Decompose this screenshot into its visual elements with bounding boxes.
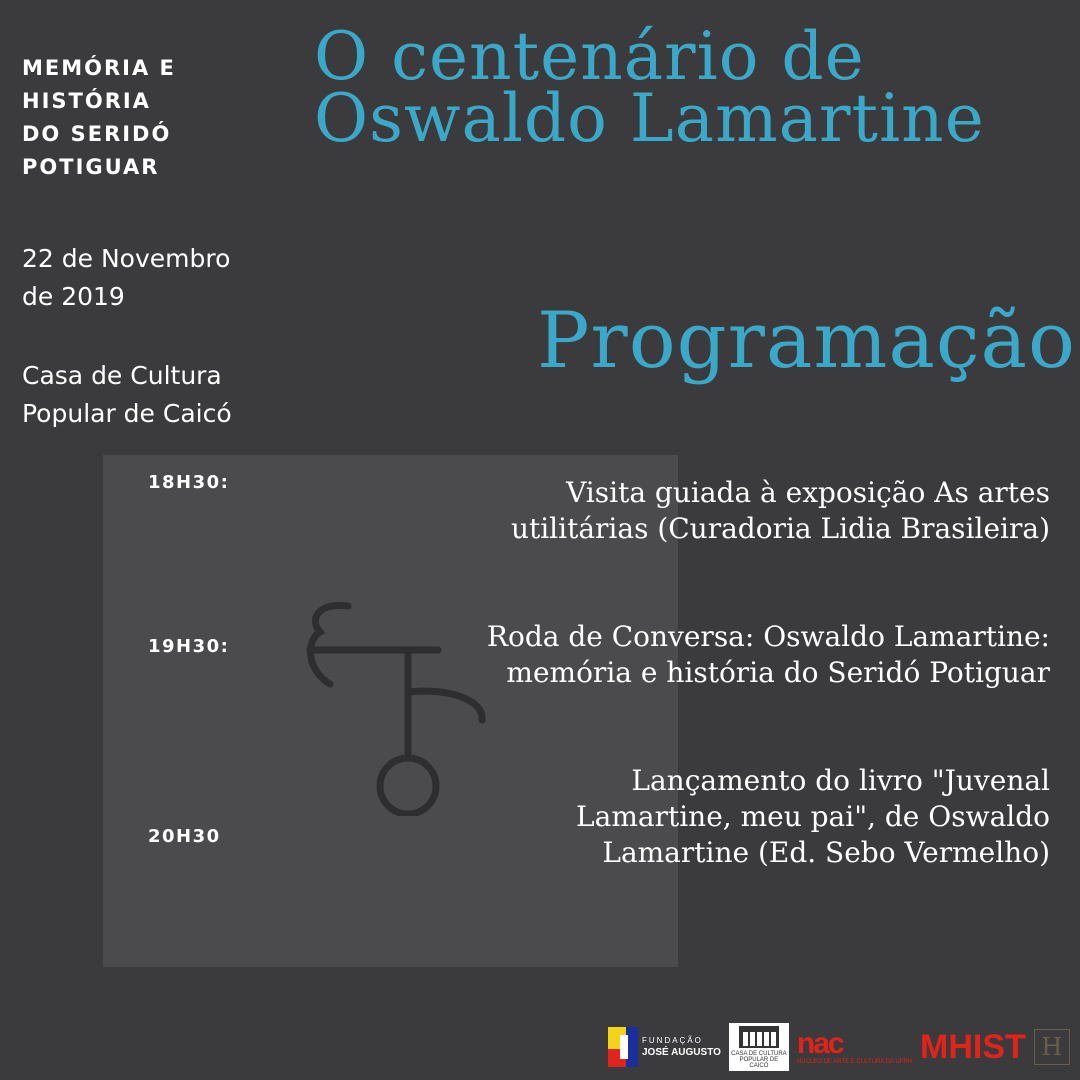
fundacao-jose-augusto-logo <box>608 1027 721 1067</box>
schedule-event <box>576 763 1050 871</box>
date-line: de 2019 <box>22 282 125 311</box>
nac-mark: nac <box>796 1027 843 1060</box>
program-heading: Programação <box>536 296 1076 386</box>
series-line: MEMÓRIA E <box>22 56 176 80</box>
event-date <box>22 240 230 316</box>
building-icon <box>739 1026 779 1048</box>
casa-logo-line: CASA DE CULTURA <box>731 1051 787 1057</box>
event-line: utilitárias (Curadoria Lidia Brasileira) <box>510 512 1050 545</box>
page-title <box>314 18 985 157</box>
nac-subtitle: NÚCLEO DE ARTE E CULTURA DA UFRN <box>796 1059 913 1065</box>
series-line: HISTÓRIA <box>22 89 151 113</box>
mhist-logo: MHIST <box>920 1027 1026 1066</box>
fundacao-mark-icon <box>608 1027 638 1067</box>
h-mark-logo: H <box>1034 1029 1070 1065</box>
event-line: Lamartine (Ed. Sebo Vermelho) <box>602 836 1050 869</box>
brand-emblem-icon <box>290 596 500 816</box>
series-title <box>22 52 176 184</box>
event-venue <box>22 357 232 433</box>
casa-de-cultura-logo <box>729 1023 789 1071</box>
schedule-event <box>487 619 1050 691</box>
series-line: DO SERIDÓ <box>22 122 172 146</box>
schedule-time: 19H30: <box>148 636 230 657</box>
schedule-time: 20H30 <box>148 826 221 847</box>
date-line: 22 de Novembro <box>22 244 231 273</box>
sponsor-logos <box>608 1022 1070 1072</box>
series-line: POTIGUAR <box>22 155 160 179</box>
title-line: Oswaldo Lamartine <box>314 80 985 157</box>
fundacao-small-label: FUNDAÇÃO <box>642 1036 703 1045</box>
nac-logo <box>797 1029 912 1065</box>
event-line: memória e história do Seridó Potiguar <box>506 656 1050 689</box>
venue-line: Popular de Caicó <box>22 399 232 428</box>
schedule-event <box>511 475 1050 547</box>
fundacao-name: JOSÉ AUGUSTO <box>642 1047 721 1058</box>
event-line: Visita guiada à exposição As artes <box>566 476 1050 509</box>
venue-line: Casa de Cultura <box>22 361 222 390</box>
casa-logo-line: POPULAR DE CAICÓ <box>739 1057 779 1069</box>
title-line: O centenário de <box>314 18 865 95</box>
event-line: Lançamento do livro "Juvenal <box>631 764 1050 797</box>
event-line: Roda de Conversa: Oswaldo Lamartine: <box>486 620 1050 653</box>
schedule-time: 18H30: <box>148 472 230 493</box>
event-line: Lamartine, meu pai", de Oswaldo <box>576 800 1050 833</box>
